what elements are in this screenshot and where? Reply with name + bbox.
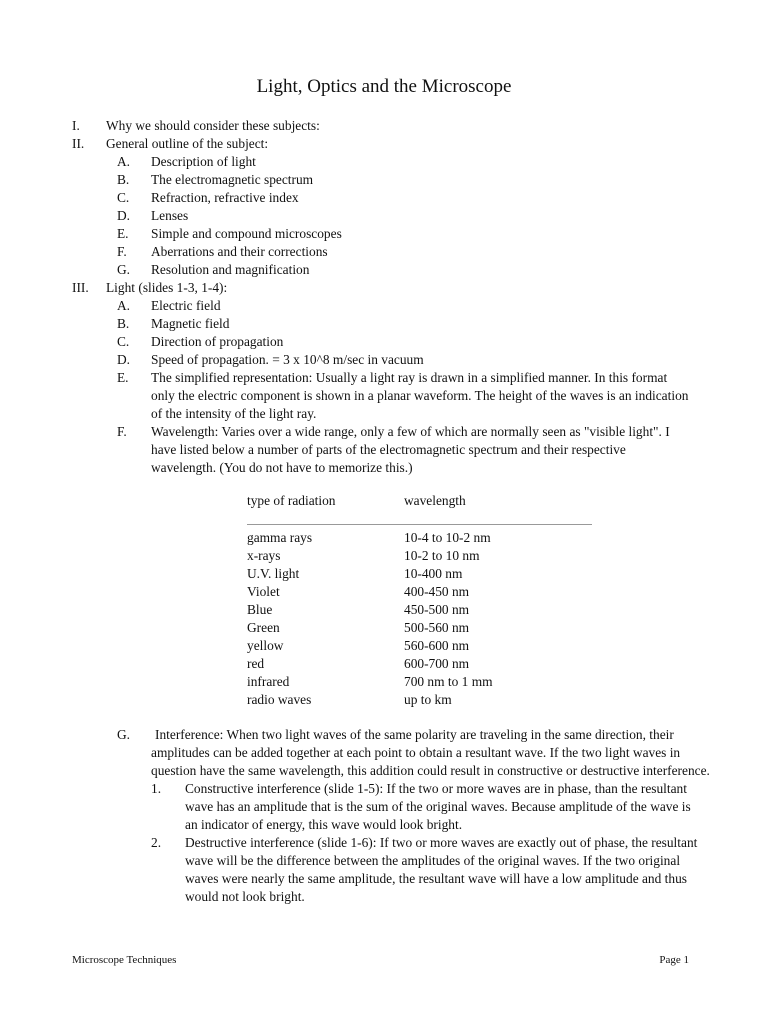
outline-paragraph: Wavelength: Varies over a wide range, only a few of which are normally seen as "visible light". I have listed below a number of parts of the electromagnetic spectrum and their respective wavelength. (You do not have to memorize this.) <box>151 424 670 475</box>
table-row <box>247 655 592 673</box>
outline-marker: F. <box>117 424 127 439</box>
outline-marker: III. <box>72 280 89 295</box>
column-header: type of radiation <box>247 493 336 508</box>
outline-marker: C. <box>117 190 130 205</box>
outline-marker: F. <box>117 244 127 259</box>
column-header: wavelength <box>404 493 466 508</box>
table-cell-wavelength: 500-560 nm <box>404 620 470 635</box>
outline-subitem <box>0 297 768 315</box>
table-row <box>247 619 592 637</box>
footer-label: Microscope Techniques <box>72 954 177 966</box>
table-cell-type: gamma rays <box>247 530 313 545</box>
outline-marker: E. <box>117 370 129 385</box>
outline-item-I <box>0 117 768 135</box>
outline-text: Magnetic field <box>151 316 230 331</box>
table-cell-type: yellow <box>247 638 284 653</box>
outline-subitem <box>0 261 768 279</box>
table-row <box>247 547 592 565</box>
table-divider <box>247 524 592 525</box>
outline-marker: A. <box>117 298 131 313</box>
table-cell-type: Blue <box>247 602 273 617</box>
table-cell-wavelength: 10-4 to 10-2 nm <box>404 530 491 545</box>
table-cell-wavelength: 450-500 nm <box>404 602 470 617</box>
outline-marker: D. <box>117 352 131 367</box>
outline-text: Electric field <box>151 298 221 313</box>
outline-subitem <box>0 225 768 243</box>
outline-text: Speed of propagation. = 3 x 10^8 m/sec in vacuum <box>151 352 424 367</box>
outline-subitem <box>0 189 768 207</box>
outline-subitem-E <box>0 369 768 423</box>
section-interference <box>0 726 768 906</box>
outline-marker: A. <box>117 154 131 169</box>
table-row <box>247 565 592 583</box>
outline-subitem <box>0 333 768 351</box>
table-cell-type: red <box>247 656 265 671</box>
outline-marker: C. <box>117 334 130 349</box>
outline-marker: D. <box>117 208 131 223</box>
table-header-row <box>247 492 592 510</box>
outline-marker: B. <box>117 172 130 187</box>
table-row <box>247 673 592 691</box>
outline-subitem <box>0 171 768 189</box>
outline-text: Refraction, refractive index <box>151 190 299 205</box>
outline-text: Light (slides 1-3, 1-4): <box>106 280 228 295</box>
outline-subitem <box>0 207 768 225</box>
table-row <box>247 637 592 655</box>
outline-text: Aberrations and their corrections <box>151 244 328 259</box>
table-cell-wavelength: 10-400 nm <box>404 566 463 581</box>
outline-subitem-F <box>0 423 768 477</box>
table-cell-wavelength: up to km <box>404 692 452 707</box>
wavelength-table <box>247 492 592 707</box>
table-row <box>247 529 592 547</box>
table-cell-wavelength: 700 nm to 1 mm <box>404 674 493 689</box>
outline-paragraph: Destructive interference (slide 1-6): If two or more waves are exactly out of phase, the resultant wave will be the difference between the amplitudes of the original waves. If the two original waves were nearly the same amplitude, the resultant wave will have a low amplitude and thus would not look bright. <box>185 835 698 904</box>
outline-text: General outline of the subject: <box>106 136 269 151</box>
table-cell-wavelength: 560-600 nm <box>404 638 470 653</box>
table-cell-type: x-rays <box>247 548 281 563</box>
table-cell-type: Violet <box>247 584 280 599</box>
table-body <box>247 529 592 709</box>
outline-text: Lenses <box>151 208 189 223</box>
outline-text: Direction of propagation <box>151 334 284 349</box>
outline-marker: I. <box>72 118 80 133</box>
outline-marker: G. <box>117 727 131 742</box>
outline-marker: 2. <box>151 835 162 850</box>
outline-subitem-G <box>0 726 768 780</box>
outline-marker: 1. <box>151 781 162 796</box>
outline-text: Resolution and magnification <box>151 262 310 277</box>
outline-paragraph: Interference: When two light waves of the same polarity are traveling in the same direction, their amplitudes can be added together at each point to obtain a resultant wave. If the two light waves in question have the same wavelength, this addition could result in constructive or destructive interference. <box>151 727 710 778</box>
document-title: Light, Optics and the Microscope <box>256 76 512 97</box>
numbered-item <box>0 834 768 906</box>
outline-subitem <box>0 243 768 261</box>
numbered-item <box>0 780 768 834</box>
table-cell-wavelength: 600-700 nm <box>404 656 470 671</box>
table-cell-type: radio waves <box>247 692 312 707</box>
table-cell-type: U.V. light <box>247 566 300 581</box>
table-cell-wavelength: 10-2 to 10 nm <box>404 548 480 563</box>
outline-subitem <box>0 315 768 333</box>
outline-paragraph: The simplified representation: Usually a light ray is drawn in a simplified manner. In this format only the electric component is shown in a planar waveform. The height of the waves is an indication of the intensity of the light ray. <box>151 370 689 421</box>
table-cell-type: infrared <box>247 674 290 689</box>
outline-marker: G. <box>117 262 131 277</box>
outline-text: The electromagnetic spectrum <box>151 172 314 187</box>
outline-text: Description of light <box>151 154 256 169</box>
outline-item-II <box>0 135 768 153</box>
outline-text: Simple and compound microscopes <box>151 226 342 241</box>
outline-text: Why we should consider these subjects: <box>106 118 320 133</box>
outline-marker: II. <box>72 136 85 151</box>
table-row <box>247 691 592 709</box>
outline-subitem <box>0 351 768 369</box>
table-row <box>247 583 592 601</box>
outline <box>0 117 768 477</box>
outline-marker: E. <box>117 226 129 241</box>
table-row <box>247 601 592 619</box>
page-number: Page 1 <box>659 954 689 966</box>
outline-item-III <box>0 279 768 297</box>
outline-subitem <box>0 153 768 171</box>
outline-marker: B. <box>117 316 130 331</box>
table-cell-wavelength: 400-450 nm <box>404 584 470 599</box>
outline-paragraph: Constructive interference (slide 1-5): If the two or more waves are in phase, than the resultant wave has an amplitude that is the sum of the original waves. Because amplitude of the wave is an indicator of energy, this wave would look bright. <box>185 781 691 832</box>
table-cell-type: Green <box>247 620 280 635</box>
